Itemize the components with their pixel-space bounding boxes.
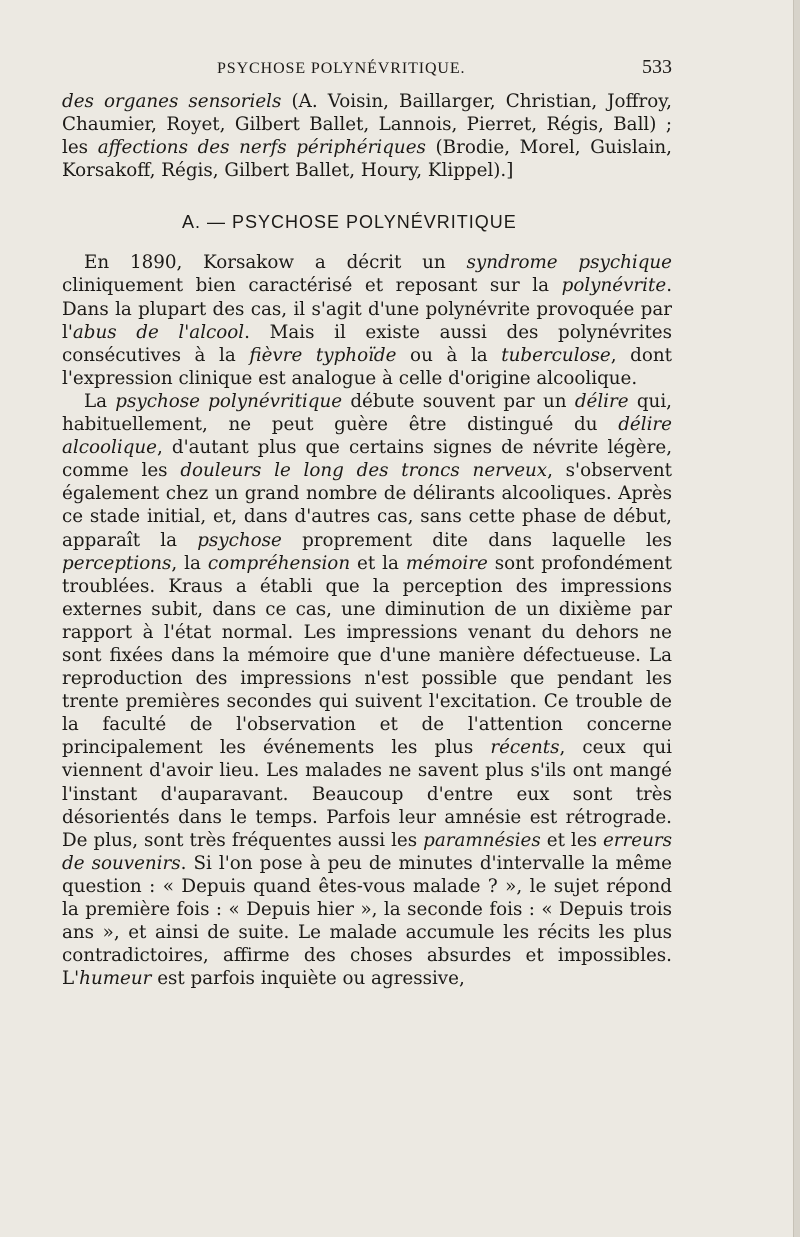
text-run: et les: [540, 829, 603, 851]
italic-run: affections des nerfs périphériques: [97, 137, 426, 159]
italic-run: paramnésies: [423, 829, 541, 851]
italic-run: des organes sensoriels: [62, 91, 282, 112]
page-edge: [793, 0, 800, 1237]
italic-run: abus de l'alcool: [72, 321, 245, 343]
text-run: et la: [350, 552, 406, 574]
text-run: , dont l'expression clinique est analogue à celle d'origine alcoolique.: [62, 344, 672, 389]
italic-run: récents: [490, 737, 560, 759]
text-run: sont profondément troublées. Kraus a établi que la perception des impressions externes subit, dans ce cas, une diminution de un dixième par rapport à l'état normal. Les impressions venant du dehors ne sont fixées dans la mémoire que d'une manière défectueuse. La reproduction des impressions n'est possible que pendant les trente premières secondes qui suivent l'excitation. Ce trouble de la faculté de l'observation et de l'attention concerne principalement les événements les plus: [62, 552, 672, 759]
page-number: 533: [642, 56, 672, 78]
text-run: (A. Voisin, Baillarger, Christian, Joffroy, Chaumier, Royet, Gilbert Ballet, Lannois, Pierret, Régis, Ball) ; les: [62, 91, 672, 159]
running-head-title: PSYCHOSE POLYNÉVRITIQUE.: [217, 60, 466, 77]
italic-run: mémoire: [405, 552, 488, 574]
italic-run: humeur: [79, 968, 152, 990]
italic-run: psychose: [197, 529, 282, 551]
paragraph-2: [62, 390, 672, 990]
italic-run: erreurs de souvenirs: [62, 829, 672, 874]
running-head: [62, 56, 672, 90]
text-run: (Brodie, Morel, Guislain, Korsakoff, Régis, Gilbert Ballet, Houry, Klippel).]: [62, 137, 672, 182]
italic-run: douleurs le long des troncs nerveux: [180, 460, 548, 482]
intro-paragraph: [62, 90, 672, 182]
text-run: . Si l'on pose à peu de minutes d'intervalle la même question : « Depuis quand êtes-vous malade ? », le sujet répond la première fois : « Depuis hier », la seconde fois : « Depuis trois ans », et ainsi de suite. Le malade accumule les récits les plus contradictoires, affirme des choses absurdes et impossibles. L': [62, 852, 672, 990]
text-run: . Dans la plupart des cas, il s'agit d'une polynévrite provoquée par l': [62, 275, 672, 343]
text-run: ou à la: [396, 344, 502, 366]
text-run: La: [84, 390, 116, 412]
text-run: . Mais il existe aussi des polynévrites consécutives à la: [62, 321, 672, 366]
italic-run: syndrome psychique: [466, 252, 672, 274]
text-run: proprement dite dans laquelle les: [281, 529, 672, 551]
italic-run: compréhension: [207, 552, 351, 574]
text-run: En 1890, Korsakow a décrit un: [84, 252, 467, 274]
italic-run: délire: [574, 390, 629, 412]
text-run: qui, habituellement, ne peut guère être distingué du: [62, 390, 672, 436]
italic-run: fièvre typhoïde: [249, 344, 397, 366]
section-title: A. — PSYCHOSE POLYNÉVRITIQUE: [182, 212, 517, 233]
italic-run: délire alcoolique: [62, 414, 672, 459]
text-run: , s'observent également chez un grand nombre de délirants alcooliques. Après ce stade initial, et, dans d'autres cas, sans cette phase de début, apparaît la: [62, 460, 673, 551]
text-run: , d'autant plus que certains signes de névrite légère, comme les: [62, 437, 672, 482]
paragraph-1: [62, 251, 672, 390]
italic-run: tuberculose: [501, 344, 611, 366]
text-run: , la: [171, 552, 208, 574]
text-run: , ceux qui viennent d'avoir lieu. Les malades ne savent plus s'ils ont mangé l'instant d'auparavant. Beaucoup d'entre eux sont très désorientés dans le temps. Parfois leur amnésie est rétrograde. De plus, sont très fréquentes aussi les: [62, 737, 672, 851]
italic-run: psychose polynévritique: [115, 390, 343, 412]
text-run: cliniquement bien caractérisé et reposant sur la: [62, 275, 562, 297]
italic-run: perceptions: [62, 552, 172, 574]
text-run: est parfois inquiète ou agressive,: [151, 968, 465, 990]
book-page: [62, 56, 672, 990]
italic-run: polynévrite: [561, 275, 667, 297]
text-run: débute souvent par un: [342, 390, 575, 412]
